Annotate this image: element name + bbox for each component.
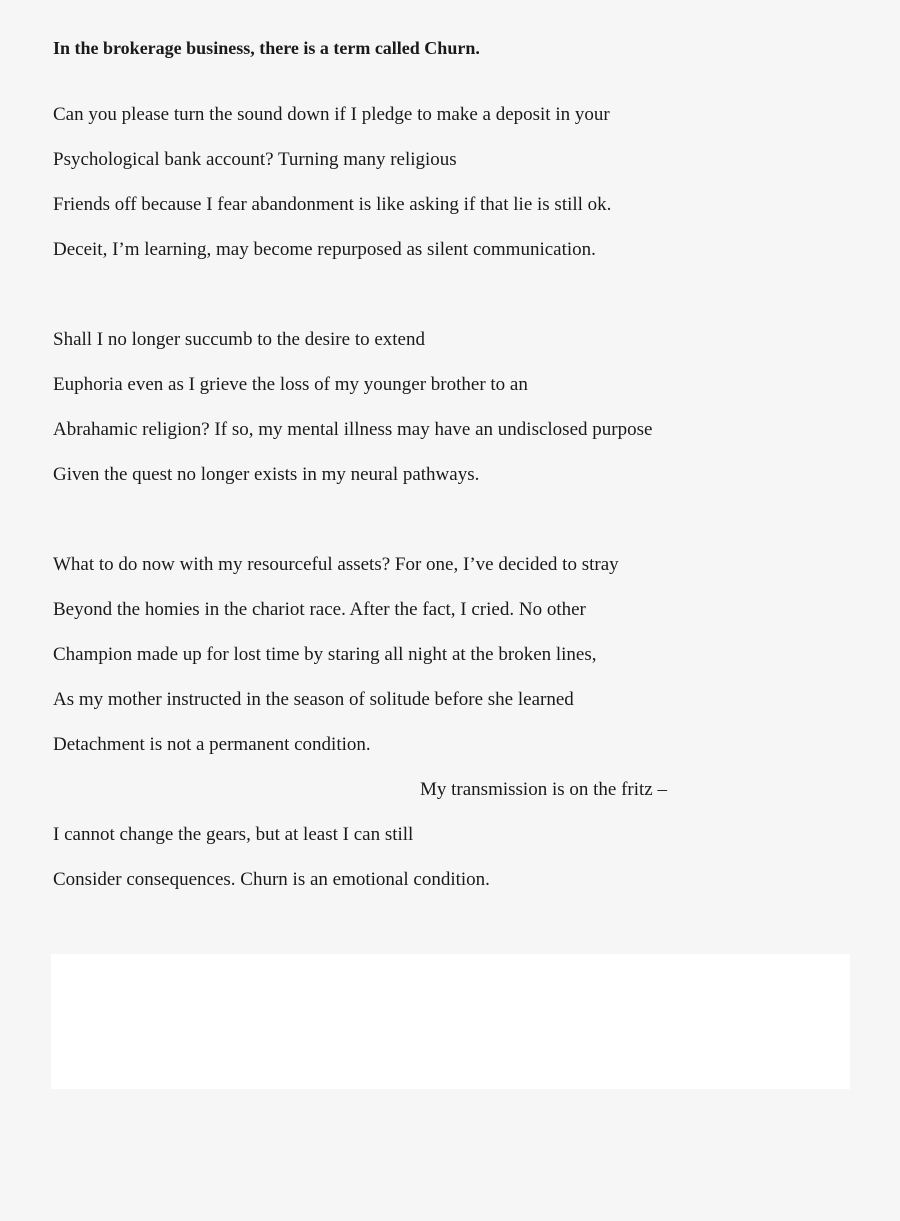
poem-line: Beyond the homies in the chariot race. After the fact, I cried. No other (53, 599, 586, 620)
poem-line: Psychological bank account? Turning many religious (53, 149, 457, 170)
poem-line: Given the quest no longer exists in my neural pathways. (53, 464, 480, 485)
poem-title: In the brokerage business, there is a term called Churn. (53, 38, 480, 58)
poem-line: Can you please turn the sound down if I pledge to make a deposit in your (53, 104, 610, 125)
blank-panel (51, 954, 850, 1089)
poem-line: What to do now with my resourceful assets? For one, I’ve decided to stray (53, 554, 619, 575)
poem-line: As my mother instructed in the season of solitude before she learned (53, 689, 574, 710)
poem-line: Detachment is not a permanent condition. (53, 734, 371, 755)
poem-line: I cannot change the gears, but at least I can still (53, 824, 414, 845)
poem-line: Abrahamic religion? If so, my mental illness may have an undisclosed purpose (53, 419, 653, 440)
poem-line: Champion made up for lost time by staring all night at the broken lines, (53, 644, 597, 665)
poem-line: Consider consequences. Churn is an emotional condition. (53, 869, 490, 890)
poem-line: Euphoria even as I grieve the loss of my younger brother to an (53, 374, 528, 395)
poem-line: Friends off because I fear abandonment is like asking if that lie is still ok. (53, 194, 612, 215)
poem-line-indented: My transmission is on the fritz – (420, 779, 667, 800)
poem-line: Deceit, I’m learning, may become repurposed as silent communication. (53, 239, 596, 260)
poem-line: Shall I no longer succumb to the desire to extend (53, 329, 425, 350)
